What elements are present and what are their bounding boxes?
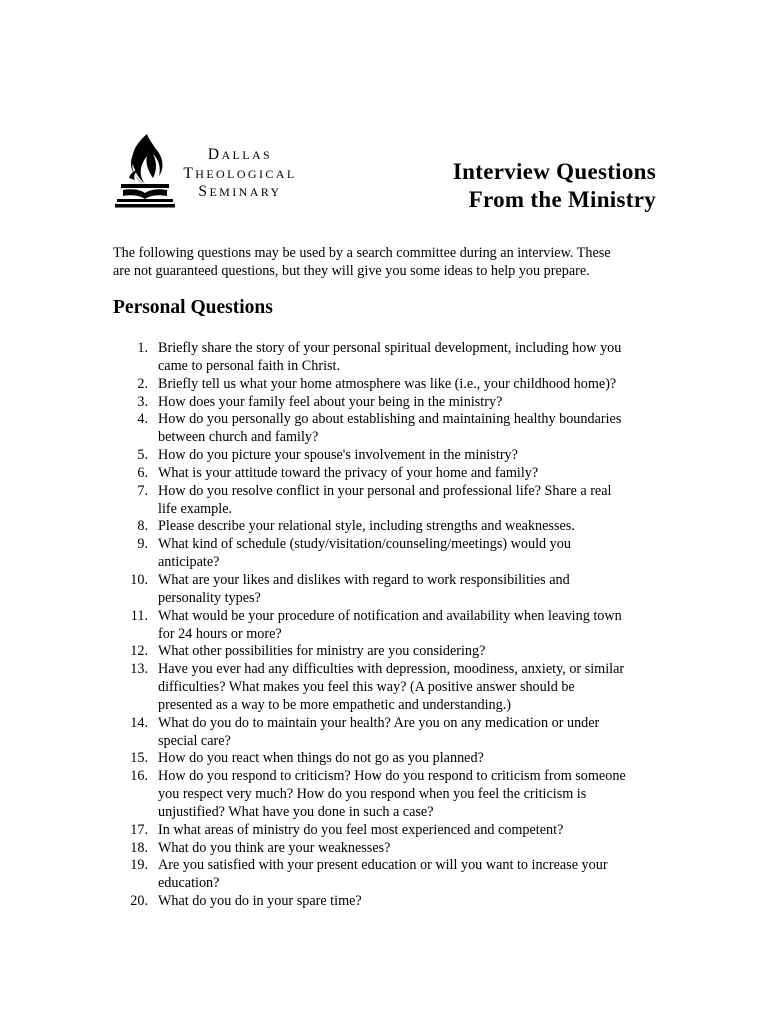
title-line: From the Ministry [468,187,656,212]
question-number: 10. [130,571,148,588]
question-number: 15. [130,750,148,767]
question-number: 5. [137,447,148,464]
question-text-line: education? [158,875,220,892]
question-item [113,465,658,483]
question-text-line: In what areas of ministry do you feel most experienced and competent? [158,821,564,838]
question-item [113,340,658,376]
question-text-line: How do you react when things do not go as you planned? [158,750,484,767]
question-text-line: How does your family feel about your being in the ministry? [158,393,503,410]
question-text-line: presented as a way to be more empathetic and understanding.) [158,696,511,713]
question-text-line: Are you satisfied with your present education or will you want to increase your [158,857,608,874]
question-text-line: personality types? [158,589,261,606]
question-number: 18. [130,839,148,856]
section-heading: Personal Questions [113,297,273,318]
document-title [453,158,656,214]
question-item [113,608,658,644]
question-text-line: How do you personally go about establishing and maintaining healthy boundaries [158,411,622,428]
question-text-line: How do you picture your spouse's involvement in the ministry? [158,447,518,464]
question-number: 8. [137,518,148,535]
question-text-line: What do you do to maintain your health? Are you on any medication or under [158,714,600,731]
question-number: 4. [137,411,148,428]
question-text-line: came to personal faith in Christ. [158,357,341,374]
question-text-line: Have you ever had any difficulties with depression, moodiness, anxiety, or similar [158,661,625,678]
question-number: 7. [137,482,148,499]
question-text-line: life example. [158,500,233,517]
question-item [113,857,658,893]
question-text-line: What kind of schedule (study/visitation/counseling/meetings) would you [158,536,571,553]
question-text-line: Briefly tell us what your home atmosphere was like (i.e., your childhood home)? [158,375,617,392]
question-text-line: Please describe your relational style, including strengths and weaknesses. [158,518,575,535]
question-number: 16. [130,768,148,785]
question-text-line: How do you resolve conflict in your personal and professional life? Share a real [158,482,612,499]
question-text-line: What other possibilities for ministry are you considering? [158,643,486,660]
question-text-line: Briefly share the story of your personal spiritual development, including how you [158,340,622,356]
question-item [113,518,658,536]
question-number: 1. [137,340,148,356]
question-item [113,376,658,394]
intro-line: The following questions may be used by a search committee during an interview. These [113,245,611,261]
question-text-line: What would be your procedure of notification and availability when leaving town [158,607,622,624]
question-item [113,893,658,911]
question-text-line: between church and family? [158,429,319,446]
question-text-line: unjustified? What have you done in such a case? [158,803,434,820]
question-number: 13. [130,661,148,678]
question-number: 9. [137,536,148,553]
seminary-name-line: SEMINARY [198,183,282,200]
question-item [113,768,658,822]
question-item [113,715,658,751]
question-text-line: What do you think are your weaknesses? [158,839,391,856]
question-text-line: you respect very much? How do you respond when you feel the criticism is [158,786,587,803]
question-text-line: What is your attitude toward the privacy of your home and family? [158,464,539,481]
question-text-line: What are your likes and dislikes with regard to work responsibilities and [158,571,570,588]
questions-list [113,340,658,911]
seminary-name-line: THEOLOGICAL [183,164,297,182]
question-number: 11. [130,607,148,624]
question-item [113,840,658,858]
seminary-name [178,146,302,202]
question-number: 14. [130,714,148,731]
question-text-line: special care? [158,732,231,749]
question-item [113,572,658,608]
question-item [113,394,658,412]
question-number: 2. [137,375,148,392]
question-number: 19. [130,857,148,874]
question-text-line: difficulties? What makes you feel this way? (A positive answer should be [158,679,575,696]
question-number: 17. [130,821,148,838]
question-text-line: What do you do in your spare time? [158,893,362,910]
question-item [113,447,658,465]
question-number: 20. [130,893,148,910]
question-text-line: How do you respond to criticism? How do you respond to criticism from someone [158,768,626,785]
question-text-line: anticipate? [158,554,220,571]
question-number: 3. [137,393,148,410]
flame-on-book-logo-icon [113,132,177,210]
intro-paragraph [113,245,658,280]
question-item [113,750,658,768]
title-line: Interview Questions [452,159,656,184]
question-text-line: for 24 hours or more? [158,625,282,642]
intro-line: are not guaranteed questions, but they will give you some ideas to help you prepare. [113,262,590,279]
question-item [113,643,658,661]
question-number: 6. [137,464,148,481]
question-item [113,661,658,715]
seminary-name-line: DALLAS [207,146,273,163]
question-number: 12. [130,643,148,660]
question-item [113,536,658,572]
question-item [113,411,658,447]
question-item [113,822,658,840]
question-item [113,483,658,519]
